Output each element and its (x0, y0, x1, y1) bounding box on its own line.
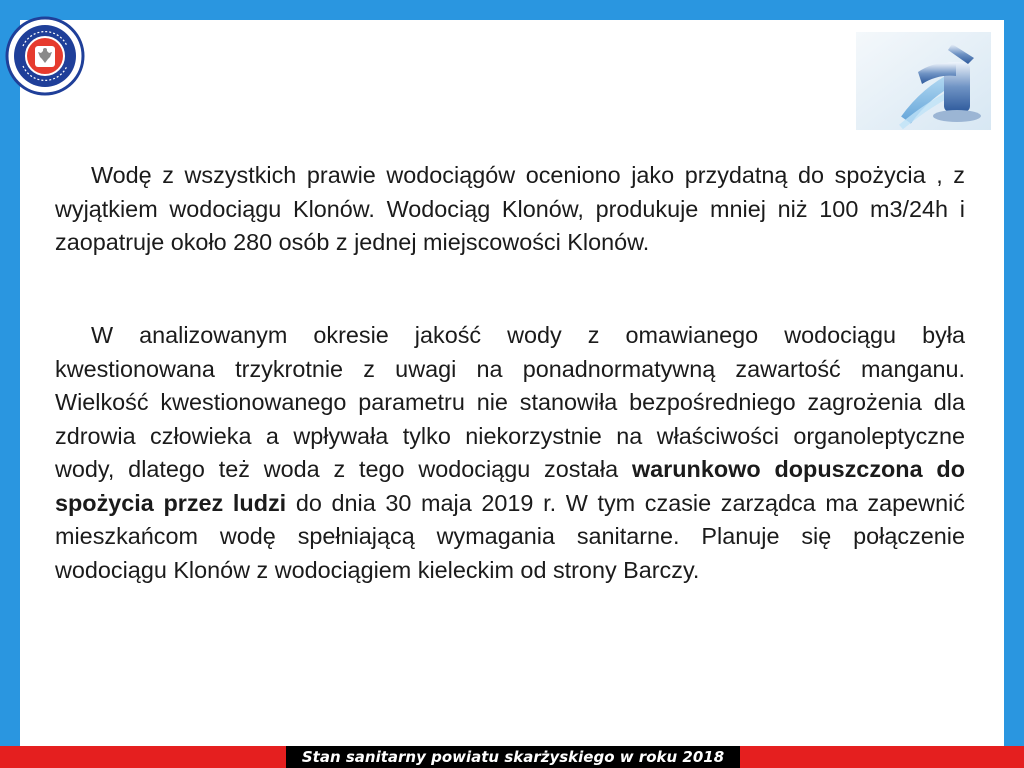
footer-title: Stan sanitarny powiatu skarżyskiego w roku 2018 (286, 746, 740, 768)
paragraph2-text-after: do dnia 30 maja 2019 r. W tym czasie zarządca ma zapewnić mieszkańcom wodę spełniającą wymagania sanitarne. Planuje się połączenie wodociągu Klonów z wodociągiem kieleckim od strony Barczy. (55, 489, 965, 583)
paragraph-water-quality (55, 159, 965, 260)
paragraph2-text-before: W analizowanym okresie jakość wody z omawianego wodociągu była kwestionowana trzykrotnie z uwagi na ponadnormatywną zawartość manganu. Wielkość kwestionowanego parametru nie stanowiła bezpośredniego zagrożenia dla zdrowia człowieka a wpływała tylko niekorzystnie na właściwości organoleptyczne wody, dlatego też woda z tego wodociągu została (55, 322, 965, 482)
sanitary-inspection-logo (5, 16, 85, 96)
footer-bar (0, 746, 1024, 768)
eagle-emblem-icon (5, 16, 85, 96)
paragraph2-bold-text: warunkowo dopuszczona do spożycia przez ludzi (55, 456, 965, 516)
paragraph1-text: Wodę z wszystkich prawie wodociągów oceniono jako przydatną do spożycia , z wyjątkiem wodociągu Klonów. Wodociąg Klonów, produkuje mniej niż 100 m3/24h i zaopatruje około 280 osób z jednej miejscowości Klonów. (55, 162, 965, 255)
faucet-icon (856, 32, 991, 130)
paragraph-klonow-waterworks (55, 319, 965, 587)
water-faucet-photo (856, 32, 991, 130)
